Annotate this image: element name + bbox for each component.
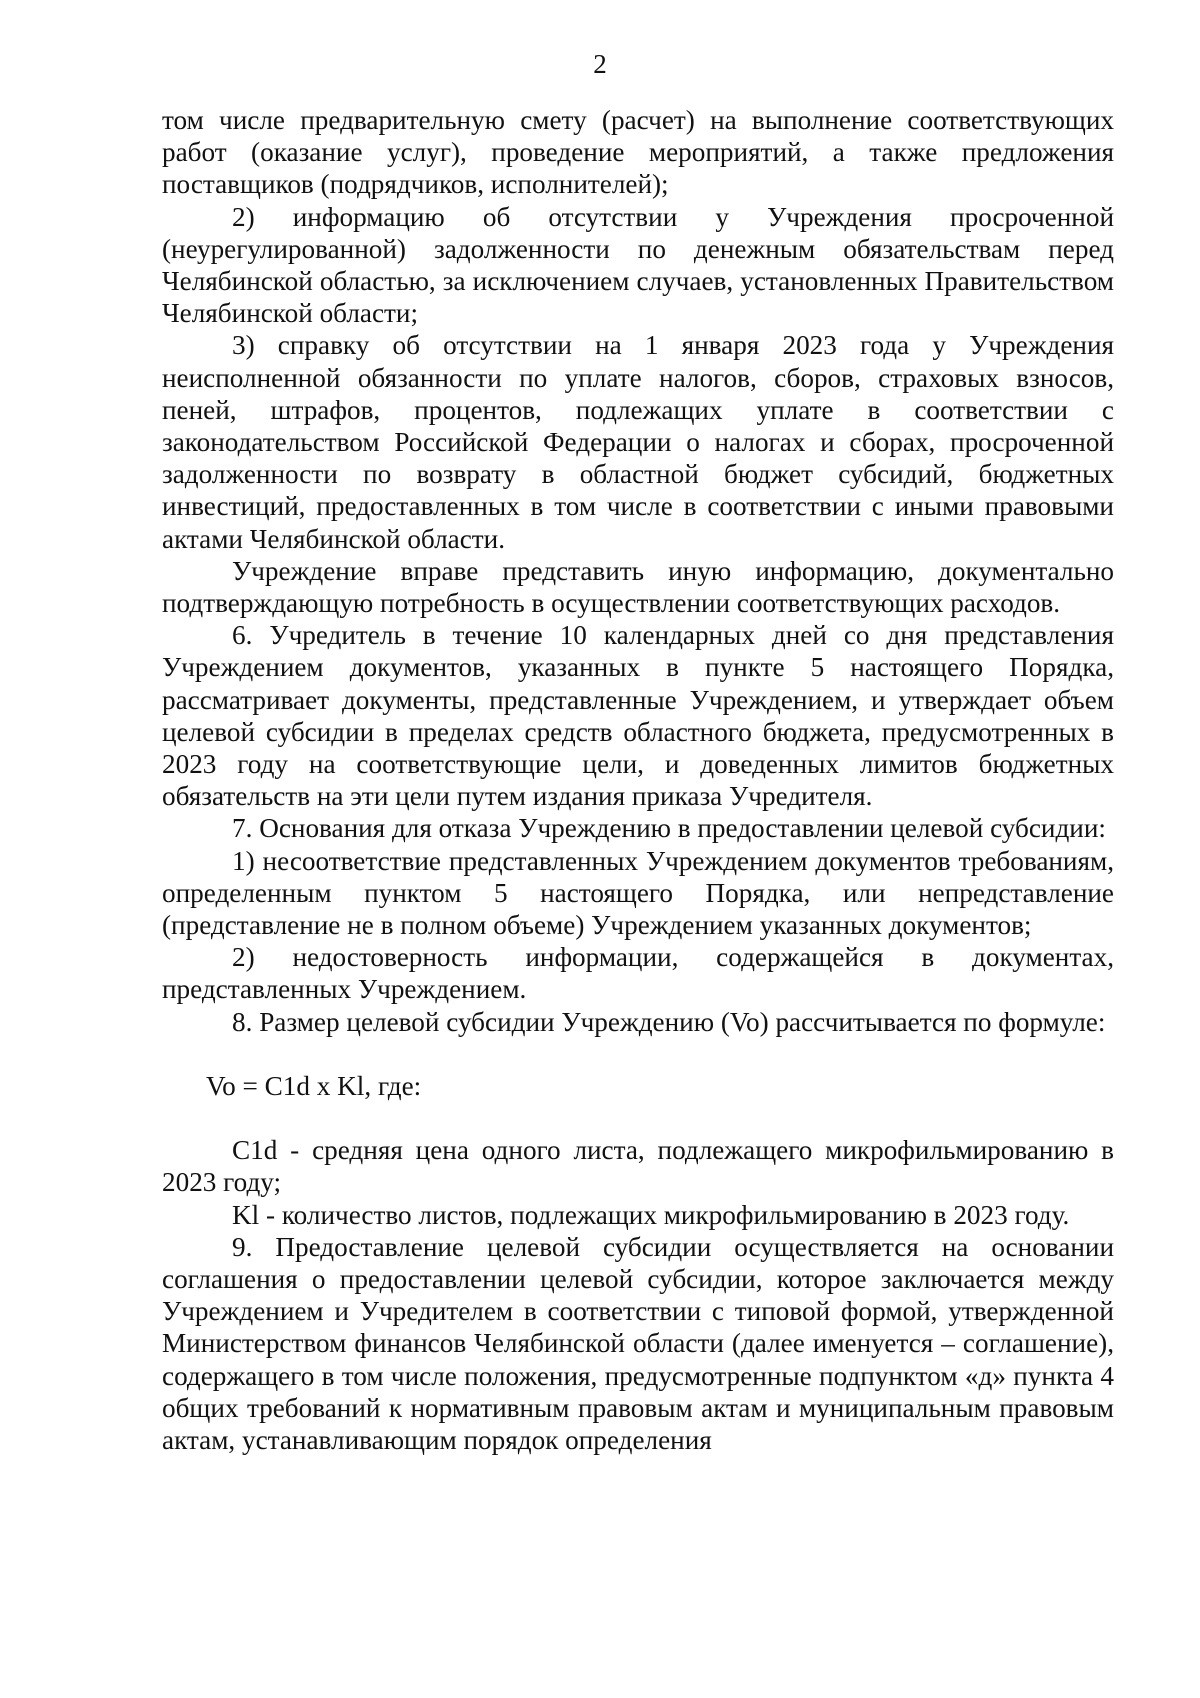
formula: Vo = C1d x Kl, где: <box>206 1070 422 1101</box>
paragraph-clause-6: 6. Учредитель в течение 10 календарных дней со дня представления Учреждением документов, указанных в пункте 5 настоящего Порядка, рассматривает документы, представленные Учреждением, и утверждает объем целевой субсидии в пределах средств областного бюджета, предусмотренных в 2023 году на соответствующие цели, и доведенных лимитов бюджетных обязательств на эти цели путем издания приказа Учредителя. <box>162 620 1114 812</box>
paragraph-clause-7-item-1: 1) несоответствие представленных Учреждением документов требованиям, определенным пунктом 5 настоящего Порядка, или непредставление (представление не в полном объеме) Учреждением указанных документов; <box>162 845 1114 941</box>
paragraph-clause-8: 8. Размер целевой субсидии Учреждению (Vo) рассчитывается по формуле: <box>232 1006 1106 1037</box>
paragraph-clause-7-item-2: 2) недостоверность информации, содержащейся в документах, представленных Учреждением. <box>162 942 1114 1005</box>
paragraph-item-3: 3) справку об отсутствии на 1 января 2023 года у Учреждения неисполненной обязанности по уплате налогов, сборов, страховых взносов, пеней, штрафов, процентов, подлежащих уплате в соответствии с законодательством Российской Федерации о налогах и сборах, просроченной задолженности по возврату в областной бюджет субсидий, бюджетных инвестиций, предоставленных в том числе в соответствии с иными правовыми актами Челябинской области. <box>162 330 1114 554</box>
page-number: 2 <box>593 49 607 79</box>
paragraph-kl-definition: Kl - количество листов, подлежащих микрофильмированию в 2023 году. <box>232 1199 1070 1230</box>
paragraph-clause-7: 7. Основания для отказа Учреждению в предоставлении целевой субсидии: <box>232 813 1106 844</box>
paragraph-additional-info: Учреждение вправе представить иную информацию, документально подтверждающую потребность в осуществлении соответствующих расходов. <box>162 555 1114 619</box>
paragraph-continuation: том числе предварительную смету (расчет) на выполнение соответствующих работ (оказание услуг), проведение мероприятий, а также предложения поставщиков (подрядчиков, исполнителей); <box>162 105 1114 200</box>
document-body <box>162 104 1114 1456</box>
paragraph-clause-9: 9. Предоставление целевой субсидии осуществляется на основании соглашения о предоставлении целевой субсидии, которое заключается между Учреждением и Учредителем в соответствии с типовой формой, утвержденной Министерством финансов Челябинской области (далее именуется – соглашение), содержащего в том числе положения, предусмотренные подпунктом «д» пункта 4 общих требований к нормативным правовым актам и муниципальным правовым актам, устанавливающим порядок определения <box>162 1231 1114 1455</box>
paragraph-item-2: 2) информацию об отсутствии у Учреждения просроченной (неурегулированной) задолженности по денежным обязательствам перед Челябинской областью, за исключением случаев, установленных Правительством Челябинской области; <box>162 201 1114 329</box>
paragraph-c1d-definition: C1d - средняя цена одного листа, подлежащего микрофильмированию в 2023 году; <box>162 1135 1114 1198</box>
